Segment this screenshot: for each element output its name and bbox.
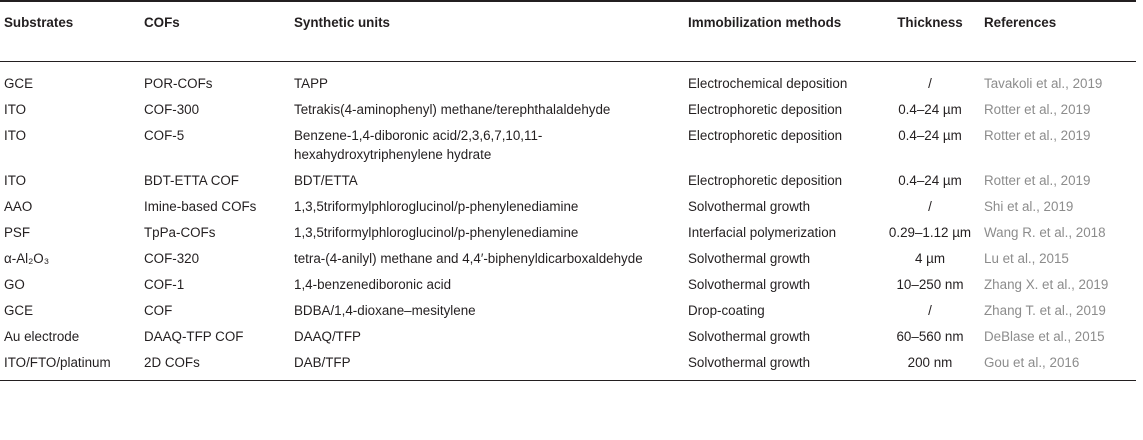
cell-synthetic-units: BDBA/1,4-dioxane–mesitylene xyxy=(294,303,476,318)
header-references: References xyxy=(980,2,1136,62)
table-row xyxy=(0,219,1136,245)
header-substrates: Substrates xyxy=(0,2,140,62)
cell-immobilization-method: Interfacial polymerization xyxy=(688,225,837,240)
cell-immobilization-method: Solvothermal growth xyxy=(688,277,811,292)
cell-thickness: 0.4–24 µm xyxy=(898,102,962,117)
cell-cof: Imine-based COFs xyxy=(144,199,257,214)
header-immobilization-methods: Immobilization methods xyxy=(684,2,880,62)
cell-thickness: 4 µm xyxy=(914,251,946,266)
table-row xyxy=(0,297,1136,323)
cell-thickness: 0.4–24 µm xyxy=(898,173,962,188)
cell-immobilization-method: Drop-coating xyxy=(688,303,765,318)
cell-thickness: 0.4–24 µm xyxy=(898,128,962,143)
cell-cof: BDT-ETTA COF xyxy=(144,173,239,188)
cell-synthetic-units: 1,3,5triformylphloroglucinol/p-phenylenediamine xyxy=(294,225,579,240)
cell-cof: TpPa-COFs xyxy=(144,225,216,240)
cell-synthetic-units: BDT/ETTA xyxy=(294,173,358,188)
cell-synthetic-units: TAPP xyxy=(294,76,328,91)
cell-immobilization-method: Electrophoretic deposition xyxy=(688,102,843,117)
cell-substrate: Au electrode xyxy=(4,329,80,344)
cell-immobilization-method: Solvothermal growth xyxy=(688,251,811,266)
cell-substrate: ITO/FTO/platinum xyxy=(0,349,140,381)
cell-reference[interactable]: Wang R. et al., 2018 xyxy=(984,225,1106,240)
cell-substrate: ITO xyxy=(4,128,27,143)
cell-cof: COF-300 xyxy=(144,102,200,117)
cell-substrate: GCE xyxy=(4,76,34,91)
cell-reference[interactable]: Tavakoli et al., 2019 xyxy=(984,76,1103,91)
cell-substrate: GCE xyxy=(4,303,34,318)
cell-cof: COF-1 xyxy=(144,277,185,292)
cell-substrate: α-Al₂O₃ xyxy=(4,251,50,266)
cell-reference[interactable]: Shi et al., 2019 xyxy=(984,199,1074,214)
table-header xyxy=(0,1,1136,62)
cell-immobilization-method: Electrophoretic deposition xyxy=(688,128,843,143)
cell-cof: COF-5 xyxy=(144,128,185,143)
cell-cof: POR-COFs xyxy=(144,76,213,91)
cell-cof: DAAQ-TFP COF xyxy=(144,329,244,344)
cell-thickness: 10–250 nm xyxy=(896,277,964,292)
table-row xyxy=(0,245,1136,271)
cell-synthetic-units: DAAQ/TFP xyxy=(294,329,361,344)
cell-reference[interactable]: Gou et al., 2016 xyxy=(980,349,1136,381)
cell-reference[interactable]: Rotter et al., 2019 xyxy=(984,102,1091,117)
table-row xyxy=(0,349,1136,381)
cell-thickness: / xyxy=(928,303,932,318)
cell-cof: 2D COFs xyxy=(140,349,290,381)
header-cofs: COFs xyxy=(140,2,290,62)
cell-thickness: / xyxy=(928,76,932,91)
cell-cof: COF xyxy=(144,303,173,318)
table-row xyxy=(0,62,1136,97)
header-synthetic-units: Synthetic units xyxy=(290,2,684,62)
cell-thickness: 60–560 nm xyxy=(896,329,964,344)
header-thickness: Thickness xyxy=(880,2,980,62)
cell-immobilization-method: Solvothermal growth xyxy=(688,329,811,344)
cell-reference[interactable]: Rotter et al., 2019 xyxy=(984,173,1091,188)
table-row xyxy=(0,167,1136,193)
cell-cof: COF-320 xyxy=(144,251,200,266)
cell-synthetic-units: 1,3,5triformylphloroglucinol/p-phenylenediamine xyxy=(294,199,579,214)
table-row xyxy=(0,96,1136,122)
table-row xyxy=(0,271,1136,297)
cell-synthetic-units: Benzene-1,4-diboronic acid/2,3,6,7,10,11-hexahydroxytriphenylene hydrate xyxy=(294,128,543,162)
table-row xyxy=(0,122,1136,167)
cell-reference[interactable]: DeBlase et al., 2015 xyxy=(984,329,1105,344)
cell-thickness: 0.29–1.12 µm xyxy=(888,225,972,240)
cell-synthetic-units: Tetrakis(4-aminophenyl) methane/terephthalaldehyde xyxy=(294,102,611,117)
cell-reference[interactable]: Zhang T. et al., 2019 xyxy=(984,303,1106,318)
cell-reference[interactable]: Rotter et al., 2019 xyxy=(984,128,1091,143)
cell-substrate: AAO xyxy=(4,199,33,214)
cell-synthetic-units: DAB/TFP xyxy=(290,349,684,381)
table-row xyxy=(0,323,1136,349)
cell-substrate: PSF xyxy=(4,225,31,240)
cell-substrate: ITO xyxy=(4,102,27,117)
cell-reference[interactable]: Zhang X. et al., 2019 xyxy=(984,277,1109,292)
cell-immobilization-method: Electrochemical deposition xyxy=(688,76,848,91)
cell-thickness: 200 nm xyxy=(880,349,980,381)
cell-substrate: GO xyxy=(4,277,25,292)
cell-thickness: / xyxy=(928,199,932,214)
cell-immobilization-method: Solvothermal growth xyxy=(684,349,880,381)
table-row xyxy=(0,193,1136,219)
cell-reference[interactable]: Lu et al., 2015 xyxy=(984,251,1069,266)
header-row xyxy=(0,2,1136,62)
cell-immobilization-method: Electrophoretic deposition xyxy=(688,173,843,188)
cell-immobilization-method: Solvothermal growth xyxy=(688,199,811,214)
cell-synthetic-units: 1,4-benzenediboronic acid xyxy=(294,277,452,292)
cell-synthetic-units: tetra-(4-anilyl) methane and 4,4′-biphenyldicarboxaldehyde xyxy=(294,251,643,266)
table-body xyxy=(0,62,1136,381)
cell-substrate: ITO xyxy=(4,173,27,188)
